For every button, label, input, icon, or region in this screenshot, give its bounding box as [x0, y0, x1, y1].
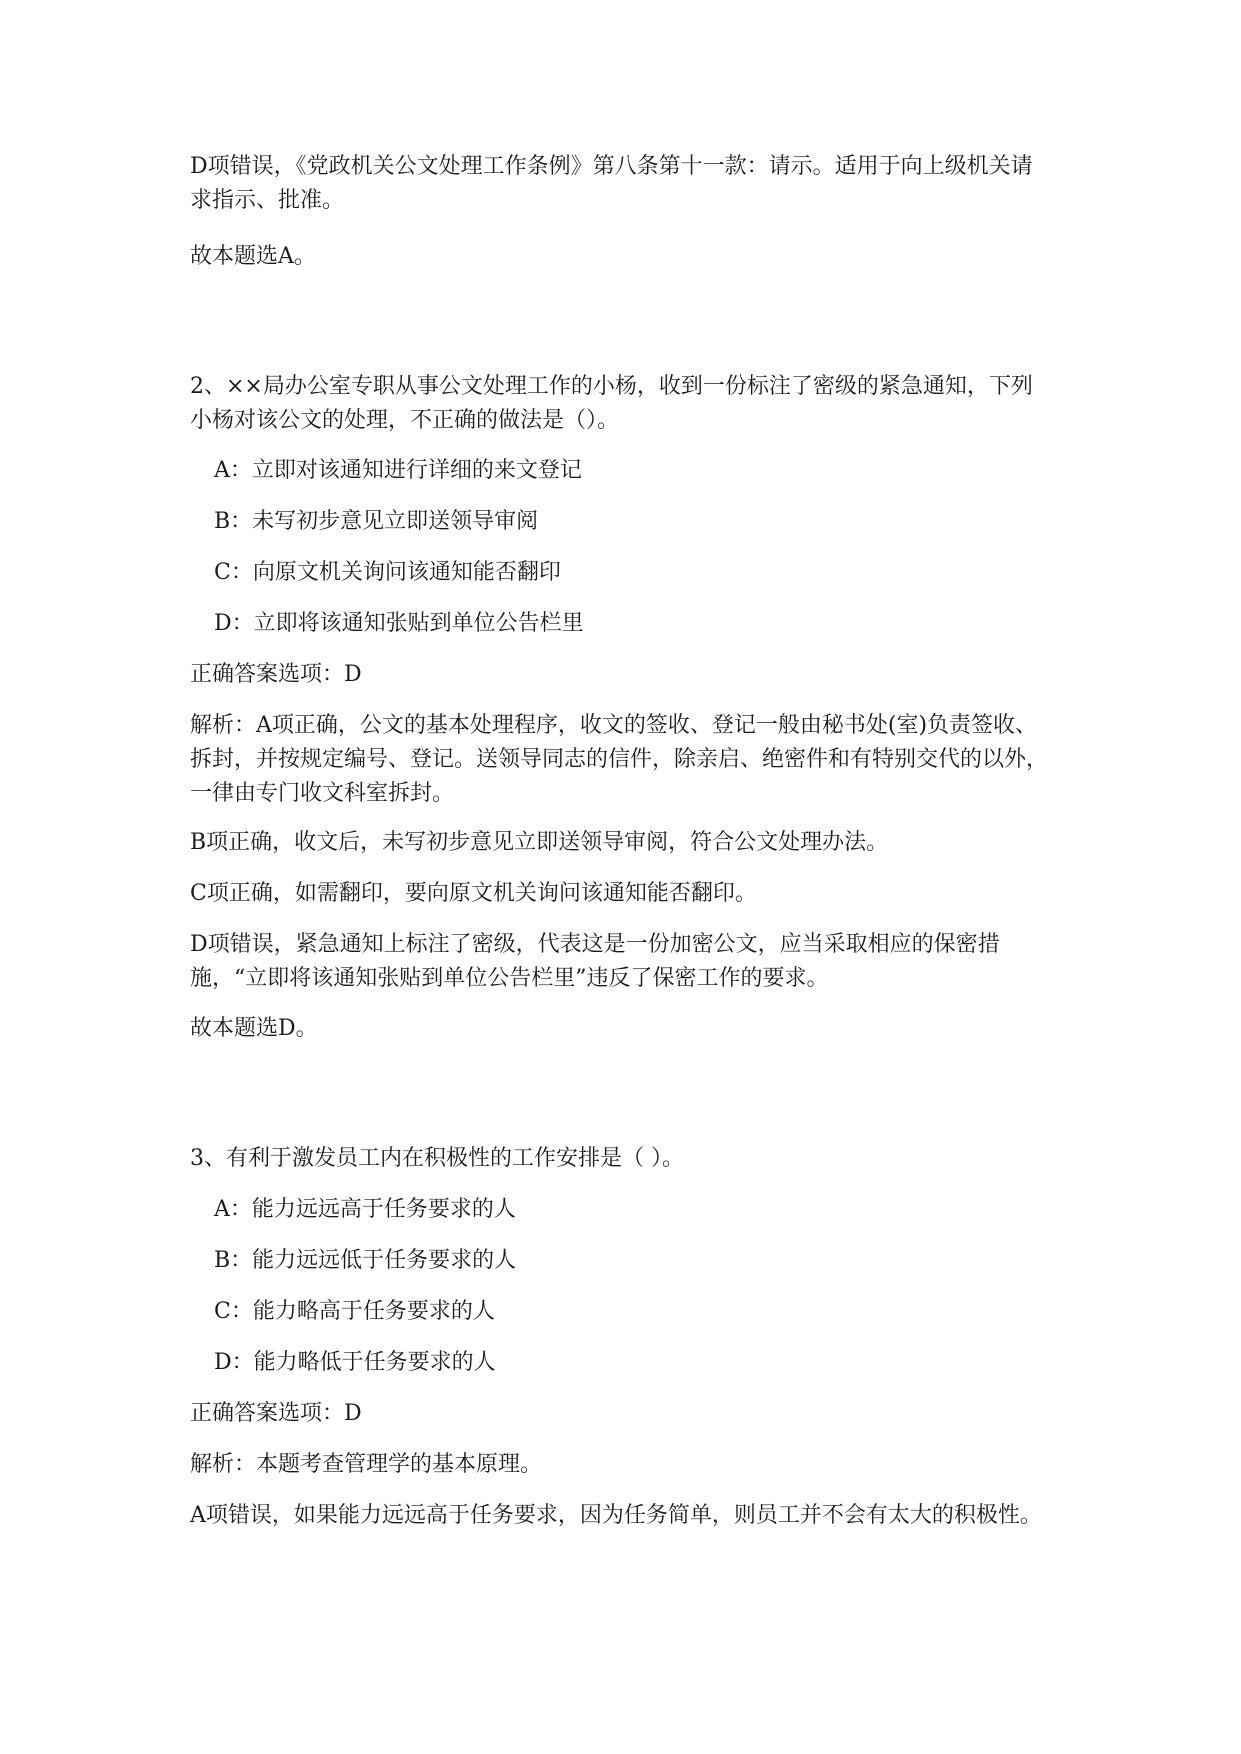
question-2-stem: 2、××局办公室专职从事公文处理工作的小杨，收到一份标注了密级的紧急通知，下列小杨对该公文的处理，不正确的做法是（）。: [190, 374, 1033, 433]
question-2-analysis-a: 解析：A项正确，公文的基本处理程序，收文的签收、登记一般由秘书处(室)负责签收、拆封，并按规定编号、登记。送领导同志的信件，除亲启、绝密件和有特别交代的以外，一律由专门收文科室拆封。: [190, 713, 1049, 806]
question-2-answer: 正确答案选项：D: [190, 662, 362, 687]
question-3-analysis-intro: 解析：本题考查管理学的基本原理。: [190, 1452, 543, 1477]
question-3-option-d: D：能力略低于任务要求的人: [214, 1350, 496, 1375]
question-2-analysis-b: B项正确，收文后，未写初步意见立即送领导审阅，符合公文处理办法。: [190, 830, 889, 855]
prev-conclusion: 故本题选A。: [190, 244, 316, 269]
question-2-analysis-c: C项正确，如需翻印，要向原文机关询问该通知能否翻印。: [190, 881, 757, 906]
question-2-option-c: C：向原文机关询问该通知能否翻印: [214, 560, 561, 585]
question-3-option-b: B：能力远远低于任务要求的人: [214, 1248, 517, 1273]
question-3-stem: 3、有利于激发员工内在积极性的工作安排是（ ）。: [190, 1146, 684, 1171]
question-2-analysis-d: D项错误，紧急通知上标注了密级，代表这是一份加密公文，应当采取相应的保密措施，“立即将该通知张贴到单位公告栏里”违反了保密工作的要求。: [190, 932, 1000, 991]
question-2-option-a: A：立即对该通知进行详细的来文登记: [214, 458, 582, 483]
question-3-analysis-a: A项错误，如果能力远远高于任务要求，因为任务简单，则员工并不会有太大的积极性。: [190, 1503, 1042, 1528]
question-2-option-d: D：立即将该通知张贴到单位公告栏里: [214, 611, 584, 636]
question-2-option-b: B：未写初步意见立即送领导审阅: [214, 509, 539, 534]
question-3-answer: 正确答案选项：D: [190, 1401, 362, 1426]
prev-d-explanation: D项错误，《党政机关公文处理工作条例》第八条第十一款：请示。适用于向上级机关请求指示、批准。: [190, 154, 1033, 213]
question-3-option-a: A：能力远远高于任务要求的人: [214, 1197, 516, 1222]
question-3-option-c: C：能力略高于任务要求的人: [214, 1299, 495, 1324]
question-2-conclusion: 故本题选D。: [190, 1016, 318, 1041]
